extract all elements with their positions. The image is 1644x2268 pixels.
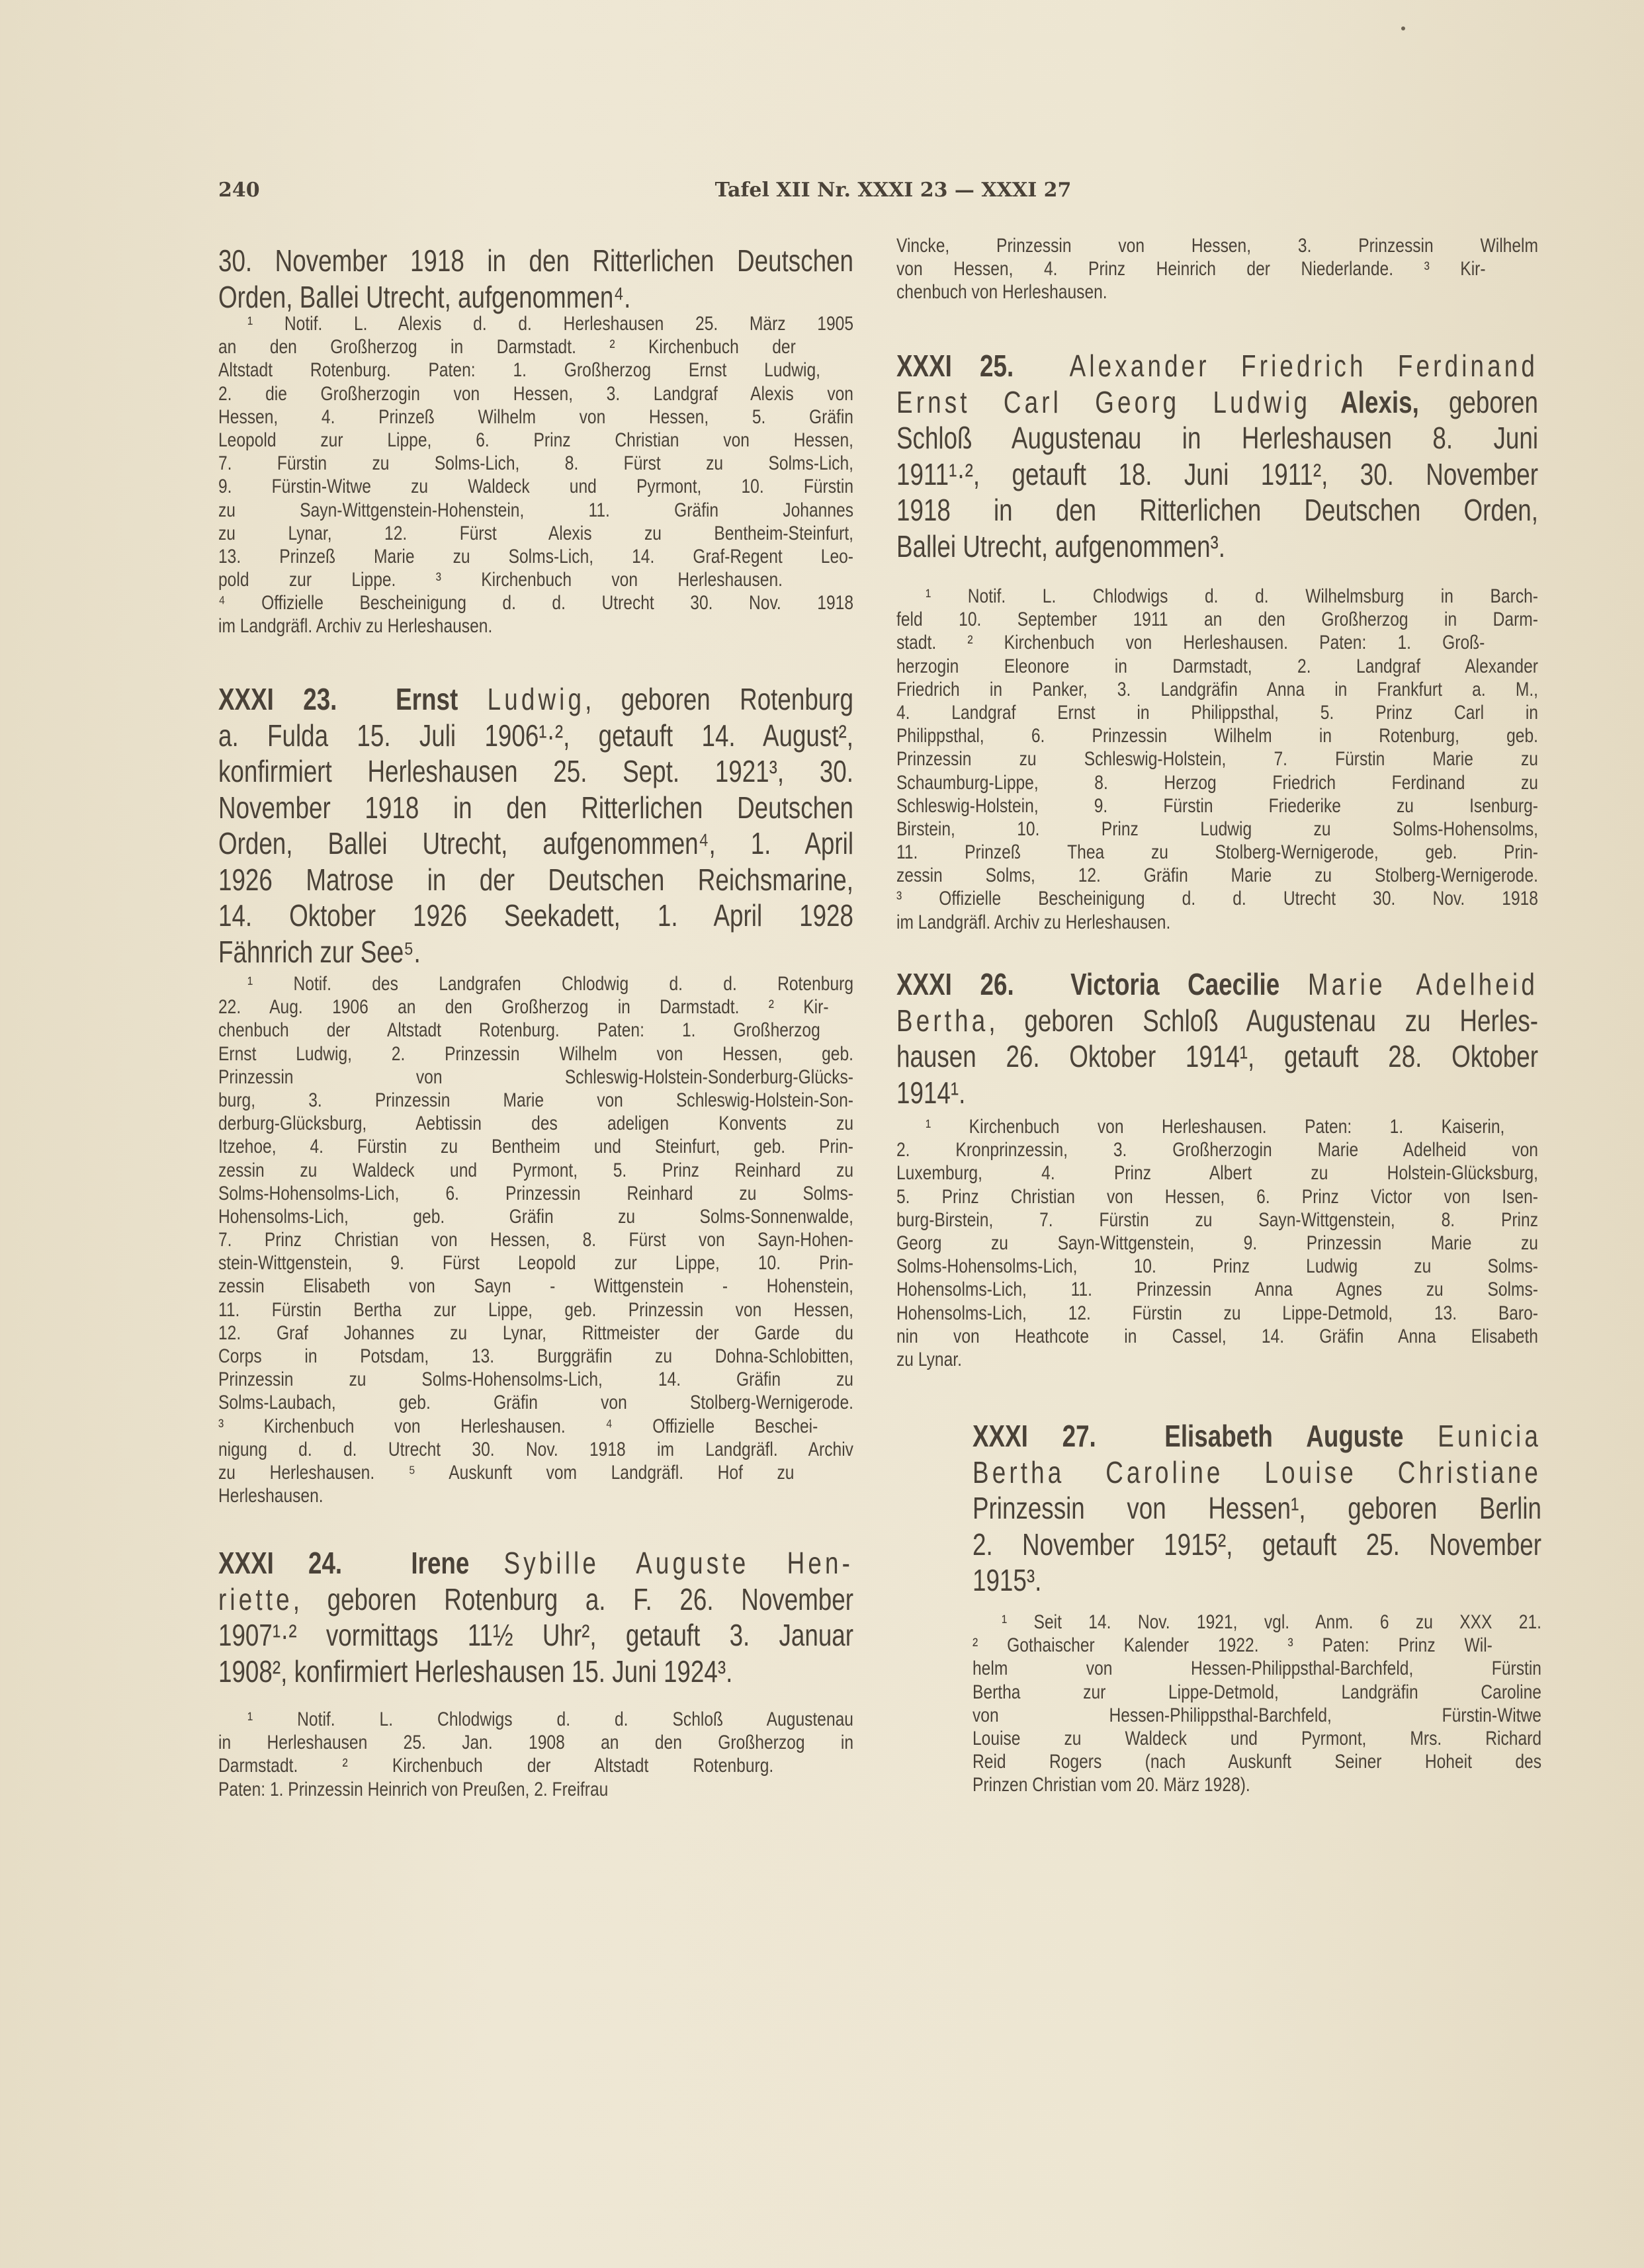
line-text: in Herleshausen 25. Jan. 1908 an den Großherzog in — [218, 1732, 853, 1754]
entry-xxxi26 — [896, 966, 1538, 1111]
footnote-line — [896, 887, 1538, 910]
bold-name: XXXI 25. — [896, 349, 1014, 383]
text-segment — [1311, 385, 1340, 419]
text-segment — [1096, 1419, 1165, 1453]
footnote-line — [896, 747, 1538, 771]
line-text: Ernst Ludwig, 2. Prinzessin Wilhelm von Hessen, geb. — [218, 1042, 853, 1065]
line-text: 2. die Großherzogin von Hessen, 3. Landgraf Alexis von — [218, 382, 853, 405]
footnote-line — [973, 1773, 1541, 1796]
line-text: burg-Birstein, 7. Fürstin zu Sayn-Wittgenstein, 8. Prinz — [896, 1208, 1538, 1231]
entry-xxxi24 — [218, 1545, 853, 1689]
entry-xxxi22-continuation — [218, 243, 853, 315]
line-text: stadt. ² Kirchenbuch von Herleshausen. Paten: 1. Groß- — [896, 632, 1485, 654]
line-text — [896, 348, 1538, 384]
footnote-line — [218, 358, 853, 382]
line-text: 22. Aug. 1906 an den Großherzog in Darmstadt. ² Kir- — [218, 996, 829, 1019]
footnotes-xxxi27 — [973, 1611, 1541, 1797]
spaced-name: Ludwig — [487, 682, 585, 716]
line-text: ³ Offizielle Bescheinigung d. d. Utrecht 30. Nov. 1918 — [896, 888, 1538, 910]
footnote-line — [218, 1228, 853, 1251]
line-text: 1915³. — [973, 1563, 1042, 1597]
line-text: Darmstadt. ² Kirchenbuch der Altstadt Rotenburg. — [218, 1755, 774, 1777]
footnote-line — [896, 1185, 1538, 1208]
text-line — [218, 1654, 853, 1690]
line-text: feld 10. September 1911 an den Großherzog in Darm- — [896, 609, 1538, 631]
line-text: a. Fulda 15. Juli 1906¹·², getauft 14. August², — [218, 718, 853, 753]
line-text: zu Lynar, 12. Fürst Alexis zu Bentheim-Steinfurt, — [218, 522, 853, 544]
line-text: Schaumburg-Lippe, 8. Herzog Friedrich Ferdinand zu — [896, 771, 1538, 794]
footnote-line — [218, 1322, 853, 1345]
footnote-line — [218, 1275, 853, 1298]
line-text: Hohensolms-Lich, geb. Gräfin zu Solms-Sonnenwalde, — [218, 1205, 853, 1228]
text-line — [218, 862, 853, 898]
footnote-line — [973, 1727, 1541, 1750]
footnote-line — [218, 1438, 853, 1461]
line-text: Vincke, Prinzessin von Hessen, 3. Prinzessin Wilhelm — [896, 235, 1538, 257]
line-text: 7. Fürstin zu Solms-Lich, 8. Fürst zu Solms-Lich, — [218, 452, 853, 475]
footnote-line — [218, 591, 853, 614]
line-text — [896, 966, 1538, 1003]
line-text: Prinzen Christian vom 20. März 1928). — [973, 1774, 1250, 1796]
footnote-line — [218, 312, 853, 335]
line-text: Prinzessin zu Schleswig-Holstein, 7. Fürstin Marie zu — [896, 748, 1538, 771]
text-line — [896, 1075, 1538, 1111]
footnote-line — [218, 568, 853, 591]
line-text: ¹ Notif. des Landgrafen Chlodwig d. d. Rotenburg — [247, 973, 853, 995]
bold-name: Ernst — [396, 682, 458, 716]
entry-xxxi25 — [896, 348, 1538, 564]
text-line — [218, 1581, 853, 1618]
line-text: Georg zu Sayn-Wittgenstein, 9. Prinzessin Marie zu — [896, 1232, 1538, 1254]
footnote-line — [218, 1778, 853, 1801]
line-text: Bertha zur Lippe-Detmold, Landgräfin Caroline — [973, 1681, 1541, 1703]
bold-name: XXXI 26. — [896, 967, 1014, 1001]
footnote-line — [973, 1681, 1541, 1704]
text-segment: , geboren Rotenburg a. F. 26. November — [292, 1581, 854, 1617]
footnote-line — [896, 701, 1538, 724]
footnote-line — [218, 499, 853, 522]
footnote-line — [973, 1657, 1541, 1680]
line-text: Paten: 1. Prinzessin Heinrich von Preußen, 2. Freifrau — [218, 1778, 609, 1800]
spaced-name: Eunicia — [1438, 1419, 1541, 1453]
line-text: pold zur Lippe. ³ Kirchenbuch von Herleshausen. — [218, 569, 783, 591]
footnote-line — [218, 1066, 853, 1089]
text-line — [218, 934, 853, 970]
line-text: hausen 26. Oktober 1914¹, getauft 28. Oktober — [896, 1039, 1538, 1073]
footnote-line — [218, 475, 853, 498]
footnote-line — [896, 771, 1538, 794]
text-segment — [1279, 967, 1308, 1001]
line-text: zessin zu Waldeck und Pyrmont, 5. Prinz Reinhard zu — [218, 1159, 853, 1181]
line-text: November 1918 in den Ritterlichen Deutschen — [218, 790, 853, 825]
bold-name: Irene — [411, 1546, 470, 1580]
line-text: an den Großherzog in Darmstadt. ² Kirchenbuch der — [218, 336, 796, 358]
line-text: Louise zu Waldeck und Pyrmont, Mrs. Richard — [973, 1727, 1541, 1749]
text-segment: geboren — [1418, 384, 1538, 419]
line-text: 1907¹·² vormittags 11½ Uhr², getauft 3. Januar — [218, 1618, 853, 1652]
text-line — [218, 1545, 853, 1581]
text-line — [218, 790, 853, 826]
line-text: Leopold zur Lippe, 6. Prinz Christian von Hessen, — [218, 429, 853, 451]
footnote-line — [218, 1042, 853, 1066]
footnote-line — [218, 1708, 853, 1731]
spaced-name: Bertha Caroline Louise Christiane — [973, 1454, 1541, 1490]
line-text: Schloß Augustenau in Herleshausen 8. Juni — [896, 421, 1538, 455]
footnote-line — [896, 794, 1538, 818]
text-line — [896, 492, 1538, 528]
line-text: derburg-Glücksburg, Aebtissin des adeligen Konvents zu — [218, 1113, 853, 1135]
footnote-line — [218, 1484, 853, 1507]
line-text: 30. November 1918 in den Ritterlichen Deutschen — [218, 243, 853, 278]
bold-name: XXXI 23. — [218, 682, 337, 716]
text-line — [218, 681, 853, 718]
line-text: ¹ Kirchenbuch von Herleshausen. Paten: 1. Kaiserin, — [926, 1116, 1505, 1138]
footnote-line — [218, 382, 853, 405]
line-text: nigung d. d. Utrecht 30. Nov. 1918 im Landgräfl. Archiv — [218, 1438, 853, 1460]
text-line — [896, 420, 1538, 456]
footnotes-xxxi22 — [218, 312, 853, 638]
paper-speck — [1401, 26, 1405, 30]
line-text: ⁴ Offizielle Bescheinigung d. d. Utrecht 30. Nov. 1918 — [218, 592, 853, 614]
footnote-line — [896, 1208, 1538, 1232]
line-text: von Hessen, 4. Prinz Heinrich der Niederlande. ³ Kir- — [896, 258, 1486, 280]
text-line — [218, 718, 853, 754]
line-text: zu Sayn-Wittgenstein-Hohenstein, 11. Gräfin Johannes — [218, 499, 853, 521]
footnote-line — [973, 1704, 1541, 1727]
line-text: ² Gothaischer Kalender 1922. ³ Paten: Prinz Wil- — [973, 1634, 1493, 1657]
footnote-line — [896, 818, 1538, 841]
spaced-name: Ernst Carl Georg Ludwig — [896, 384, 1311, 419]
text-line — [896, 348, 1538, 384]
text-segment — [469, 1546, 503, 1580]
line-text — [896, 1003, 1538, 1039]
text-segment — [342, 1546, 411, 1580]
line-text — [973, 1418, 1541, 1454]
text-line — [896, 1003, 1538, 1039]
line-text: burg, 3. Prinzessin Marie von Schleswig-Holstein-Son- — [218, 1089, 853, 1111]
footnote-line — [896, 841, 1538, 864]
text-line — [973, 1418, 1541, 1454]
footnote-line — [896, 631, 1538, 654]
line-text: zu Lynar. — [896, 1348, 962, 1370]
line-text: ¹ Notif. L. Chlodwigs d. d. Schloß Augustenau — [247, 1708, 853, 1730]
line-text: 1918 in den Ritterlichen Deutschen Orden, — [896, 493, 1538, 527]
footnote-line — [896, 678, 1538, 701]
footnote-line — [218, 1754, 853, 1777]
text-segment — [337, 682, 396, 716]
footnote-line — [218, 1019, 853, 1042]
footnote-line — [218, 1298, 853, 1322]
line-text: 13. Prinzeß Marie zu Solms-Lich, 14. Graf-Regent Leo- — [218, 545, 853, 567]
footnote-line — [218, 335, 853, 358]
text-segment — [1403, 1419, 1438, 1453]
text-segment — [1014, 349, 1069, 383]
line-text: 1911¹·², getauft 18. Juni 1911², 30. November — [896, 456, 1538, 491]
line-text: Fähnrich zur See⁵. — [218, 934, 421, 969]
footnote-line — [896, 1161, 1538, 1185]
line-text: im Landgräfl. Archiv zu Herleshausen. — [896, 911, 1171, 933]
line-text: 14. Oktober 1926 Seekadett, 1. April 1928 — [218, 898, 853, 933]
footnote-line — [896, 724, 1538, 747]
footnote-line — [218, 1368, 853, 1391]
footnote-line — [896, 1325, 1538, 1348]
footnote-line — [896, 257, 1538, 280]
footnote-line — [896, 1278, 1538, 1301]
footnotes-xxxi24 — [218, 1708, 853, 1801]
footnotes-xxxi23 — [218, 972, 853, 1507]
bold-name: XXXI 27. — [973, 1419, 1096, 1453]
line-text: 1908², konfirmiert Herleshausen 15. Juni 1924³. — [218, 1654, 733, 1689]
footnote-line — [973, 1634, 1541, 1657]
footnote-line — [896, 1302, 1538, 1325]
line-text: 1914¹. — [896, 1075, 966, 1110]
footnotes-xxxi26 — [896, 1115, 1538, 1371]
line-text: Solms-Hohensolms-Lich, 10. Prinz Ludwig zu Solms- — [896, 1255, 1538, 1278]
line-text: 2. Kronprinzessin, 3. Großherzogin Marie Adelheid von — [896, 1139, 1538, 1161]
line-text — [218, 1545, 853, 1581]
line-text: zu Herleshausen. ⁵ Auskunft vom Landgräfl. Hof zu — [218, 1461, 795, 1484]
line-text: konfirmiert Herleshausen 25. Sept. 1921³, 30. — [218, 754, 853, 788]
line-text: Herleshausen. — [218, 1485, 324, 1507]
footnote-line — [896, 280, 1538, 304]
line-text — [896, 384, 1538, 421]
footnote-line — [896, 911, 1538, 934]
line-text: Solms-Hohensolms-Lich, 6. Prinzessin Reinhard zu Solms- — [218, 1182, 853, 1204]
line-text: Prinzessin von Schleswig-Holstein-Sonderburg-Glücks- — [218, 1066, 853, 1088]
line-text: Schleswig-Holstein, 9. Fürstin Friederike zu Isenburg- — [896, 794, 1538, 817]
spaced-name: Bertha — [896, 1003, 989, 1038]
line-text: helm von Hessen-Philippsthal-Barchfeld, Fürstin — [973, 1658, 1541, 1680]
line-text — [973, 1454, 1541, 1491]
entry-xxxi27 — [973, 1418, 1541, 1599]
footnote-line — [218, 1159, 853, 1182]
line-text: stein-Wittgenstein, 9. Fürst Leopold zur Lippe, 10. Prin- — [218, 1252, 853, 1275]
line-text: Altstadt Rotenburg. Paten: 1. Großherzog Ernst Ludwig, — [218, 359, 820, 382]
line-text: Birstein, 10. Prinz Ludwig zu Solms-Hohensolms, — [896, 818, 1538, 840]
line-text: Hohensolms-Lich, 12. Fürstin zu Lippe-Detmold, 13. Baro- — [896, 1302, 1538, 1324]
line-text: ¹ Notif. L. Alexis d. d. Herleshausen 25. März 1905 — [247, 313, 853, 335]
line-text: Hessen, 4. Prinzeß Wilhelm von Hessen, 5. Gräfin — [218, 405, 853, 428]
line-text: Luxemburg, 4. Prinz Albert zu Holstein-Glücksburg, — [896, 1162, 1538, 1185]
page-number: 240 — [218, 179, 260, 202]
footnote-line — [896, 1348, 1538, 1371]
footnote-line — [218, 995, 853, 1019]
line-text: Orden, Ballei Utrecht, aufgenommen⁴, 1. April — [218, 826, 853, 861]
text-line — [218, 825, 853, 862]
line-text: ¹ Notif. L. Chlodwigs d. d. Wilhelmsburg in Barch- — [926, 585, 1538, 607]
footnote-line — [896, 1115, 1538, 1138]
line-text: 4. Landgraf Ernst in Philippsthal, 5. Prinz Carl in — [896, 701, 1538, 724]
footnote-line — [896, 1255, 1538, 1278]
line-text: 12. Graf Johannes zu Lynar, Rittmeister der Garde du — [218, 1322, 853, 1344]
line-text: zessin Solms, 12. Gräfin Marie zu Stolberg-Wernigerode. — [896, 864, 1538, 887]
line-text: Corps in Potsdam, 13. Burggräfin zu Dohna-Schlobitten, — [218, 1345, 853, 1367]
line-text: von Hessen-Philippsthal-Barchfeld, Fürstin-Witwe — [973, 1704, 1541, 1726]
line-text: 1926 Matrose in der Deutschen Reichsmarine, — [218, 862, 853, 897]
line-text: 11. Prinzeß Thea zu Stolberg-Wernigerode, geb. Prin- — [896, 841, 1538, 864]
footnote-line — [218, 972, 853, 995]
text-segment — [458, 682, 487, 716]
text-line — [896, 1038, 1538, 1075]
footnote-line — [896, 1232, 1538, 1255]
line-text — [218, 681, 853, 718]
line-text: Prinzessin von Hessen¹, geboren Berlin — [973, 1491, 1541, 1525]
line-text: chenbuch der Altstadt Rotenburg. Paten: 1. Großherzog — [218, 1019, 820, 1042]
footnote-line — [218, 405, 853, 429]
footnote-line — [218, 1182, 853, 1205]
footnote-line — [218, 522, 853, 545]
spaced-name: Marie Adelheid — [1307, 967, 1538, 1001]
text-line — [973, 1527, 1541, 1563]
footnote-line — [896, 608, 1538, 631]
bold-name: XXXI 24. — [218, 1546, 343, 1580]
line-text: ¹ Seit 14. Nov. 1921, vgl. Anm. 6 zu XXX 21. — [1002, 1611, 1541, 1633]
line-text: 9. Fürstin-Witwe zu Waldeck und Pyrmont, 10. Fürstin — [218, 476, 853, 498]
footnotes-xxxi25 — [896, 585, 1538, 934]
footnote-line — [218, 1345, 853, 1368]
line-text: chenbuch von Herleshausen. — [896, 281, 1107, 304]
footnote-line — [218, 429, 853, 452]
line-text: nin von Heathcote in Cassel, 14. Gräfin Anna Elisabeth — [896, 1325, 1538, 1347]
text-line — [896, 456, 1538, 493]
text-line — [218, 1617, 853, 1654]
line-text: herzogin Eleonore in Darmstadt, 2. Landgraf Alexander — [896, 655, 1538, 677]
footnotes-xxxi24-continuation — [896, 234, 1538, 304]
text-line — [973, 1562, 1541, 1599]
line-text: Reid Rogers (nach Auskunft Seiner Hoheit des — [973, 1751, 1541, 1773]
line-text: 2. November 1915², getauft 25. November — [973, 1527, 1541, 1562]
line-text: im Landgräfl. Archiv zu Herleshausen. — [218, 615, 493, 638]
text-line — [218, 753, 853, 790]
line-text: Philippsthal, 6. Prinzessin Wilhelm in Rotenburg, geb. — [896, 725, 1538, 747]
entry-xxxi23 — [218, 681, 853, 970]
footnote-line — [218, 1112, 853, 1135]
bold-name: Victoria Caecilie — [1070, 967, 1280, 1001]
bold-name: Elisabeth Auguste — [1164, 1419, 1404, 1453]
text-line — [218, 279, 853, 315]
text-segment: , geboren Schloß Augustenau zu Herles- — [988, 1003, 1538, 1038]
footnote-line — [896, 234, 1538, 257]
spaced-name: Alexander Friedrich Ferdinand — [1069, 349, 1538, 383]
text-line — [973, 1454, 1541, 1491]
footnote-line — [218, 614, 853, 638]
line-text: Friedrich in Panker, 3. Landgräfin Anna in Frankfurt a. M., — [896, 678, 1538, 700]
line-text: Orden, Ballei Utrecht, aufgenommen⁴. — [218, 279, 631, 314]
footnote-line — [218, 452, 853, 475]
footnote-line — [896, 1138, 1538, 1161]
footnote-line — [218, 1731, 853, 1754]
footnote-line — [973, 1750, 1541, 1773]
text-line — [973, 1490, 1541, 1527]
line-text: Hohensolms-Lich, 11. Prinzessin Anna Agnes zu Solms- — [896, 1279, 1538, 1301]
spaced-name: riette — [218, 1581, 293, 1617]
bold-name: Alexis, — [1340, 384, 1419, 419]
footnote-line — [896, 864, 1538, 887]
text-line — [218, 243, 853, 279]
footnote-line — [218, 1461, 853, 1484]
line-text: 11. Fürstin Bertha zur Lippe, geb. Prinzessin von Hessen, — [218, 1298, 853, 1321]
footnote-line — [218, 1135, 853, 1158]
footnote-line — [218, 1089, 853, 1112]
footnote-line — [218, 1205, 853, 1228]
footnote-line — [973, 1611, 1541, 1634]
footnote-line — [218, 1391, 853, 1414]
line-text — [218, 1581, 853, 1618]
line-text: 7. Prinz Christian von Hessen, 8. Fürst von Sayn-Hohen- — [218, 1229, 853, 1251]
footnote-line — [218, 545, 853, 568]
footnote-line — [896, 655, 1538, 678]
text-segment — [1014, 967, 1070, 1001]
text-segment: , geboren Rotenburg — [585, 682, 853, 716]
line-text: 5. Prinz Christian von Hessen, 6. Prinz Victor von Isen- — [896, 1185, 1538, 1208]
line-text: zessin Elisabeth von Sayn - Wittgenstein - Hohenstein, — [218, 1275, 853, 1298]
text-line — [218, 898, 853, 934]
footnote-line — [218, 1415, 853, 1438]
running-title: Tafel XII Nr. XXXI 23 — XXXI 27 — [714, 179, 1072, 202]
line-text: ³ Kirchenbuch von Herleshausen. ⁴ Offizielle Beschei- — [218, 1415, 818, 1437]
footnote-line — [218, 1251, 853, 1275]
footnote-line — [896, 585, 1538, 608]
line-text: Itzehoe, 4. Fürstin zu Bentheim und Steinfurt, geb. Prin- — [218, 1136, 853, 1158]
text-line — [896, 528, 1538, 565]
text-line — [896, 384, 1538, 421]
line-text: Solms-Laubach, geb. Gräfin von Stolberg-Wernigerode. — [218, 1392, 853, 1414]
line-text: Ballei Utrecht, aufgenommen³. — [896, 528, 1226, 564]
text-line — [896, 966, 1538, 1003]
spaced-name: Sybille Auguste Hen- — [503, 1546, 853, 1580]
line-text: Prinzessin zu Solms-Hohensolms-Lich, 14. Gräfin zu — [218, 1368, 853, 1391]
